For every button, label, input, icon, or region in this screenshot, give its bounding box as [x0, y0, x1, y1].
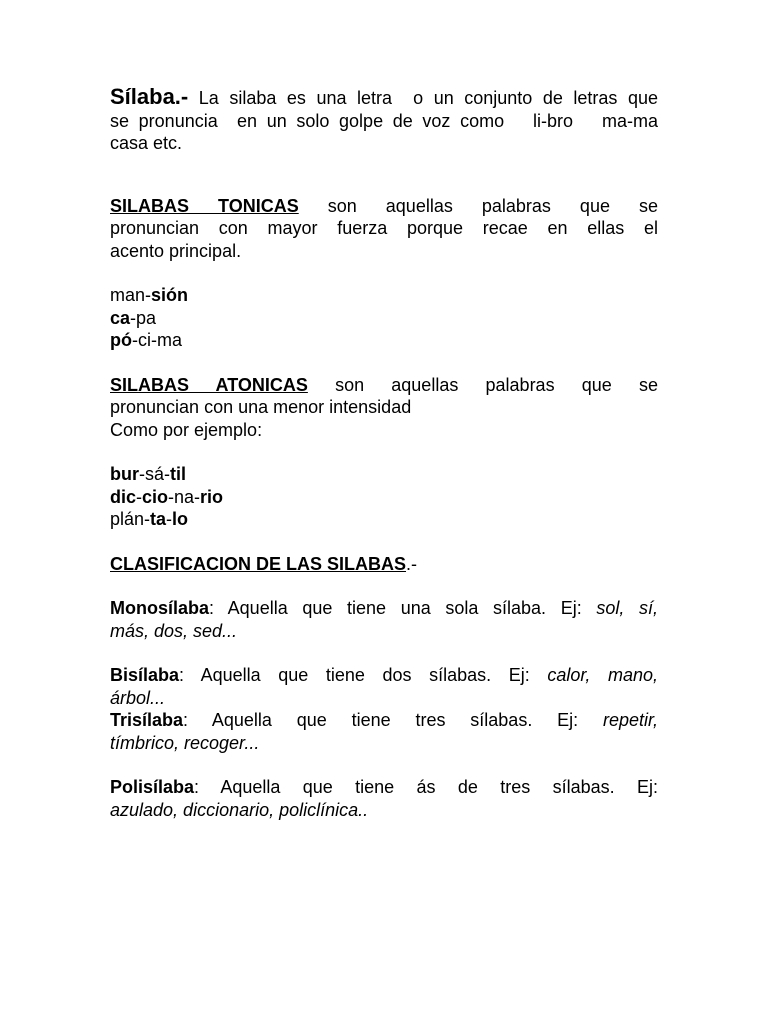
tri-text: : Aquella que tiene tres sílabas. Ej: — [183, 710, 603, 730]
syllable: plán- — [110, 509, 151, 529]
tri-examples-2: tímbrico, recoger... — [110, 732, 260, 753]
bi-line-1 — [110, 664, 658, 687]
bi-line-2 — [110, 687, 658, 710]
syllable: -pa — [130, 307, 157, 328]
mono-examples-2: más, dos, sed... — [110, 620, 238, 641]
spacer — [110, 754, 658, 776]
clasificacion-line — [110, 553, 658, 576]
spacer — [110, 531, 658, 553]
tri-line-2 — [110, 732, 658, 755]
syllable: -na- — [168, 486, 201, 507]
tonicas-def-1: son aquellas palabras que se — [298, 195, 659, 216]
syllable: dic — [110, 486, 137, 507]
mono-term: Monosílaba — [110, 598, 210, 618]
poli-examples: azulado, diccionario, policlínica.. — [110, 799, 369, 820]
spacer — [110, 155, 658, 195]
tonicas-heading: SILABAS TONICAS — [110, 195, 299, 216]
tonicas-example-3 — [110, 329, 658, 352]
atonicas-example-3 — [110, 508, 658, 531]
spacer — [110, 642, 658, 664]
tri-examples-1: repetir, — [602, 710, 658, 730]
bi-term: Bisílaba — [110, 665, 180, 685]
intro-line-2: se pronuncia en un solo golpe de voz como li-bro ma-ma — [110, 110, 658, 131]
document-body — [110, 86, 658, 821]
page-title: Sílaba.- — [110, 84, 189, 109]
bi-examples-1: calor, mano, — [547, 665, 658, 685]
syllable: ta — [150, 509, 167, 529]
poli-line-2 — [110, 799, 658, 822]
tonicas-example-2 — [110, 307, 658, 330]
atonicas-def-2: pronuncian con una menor intensidad — [110, 397, 412, 417]
poli-line-1 — [110, 776, 658, 799]
mono-line-2 — [110, 620, 658, 643]
tonicas-def-2: pronuncian con mayor fuerza porque recae en ellas el — [110, 218, 658, 238]
syllable: lo — [172, 509, 189, 529]
tonicas-line-1 — [110, 195, 658, 218]
bi-examples-2: árbol... — [110, 687, 166, 708]
spacer — [110, 262, 658, 284]
tri-line-1 — [110, 709, 658, 732]
intro-line-1 — [110, 86, 658, 110]
atonicas-example-1 — [110, 463, 658, 486]
mono-text: : Aquella que tiene una sola sílaba. Ej: — [209, 598, 597, 618]
poli-text: : Aquella que tiene ás de tres sílabas. Ej: — [194, 777, 658, 797]
tri-term: Trisílaba — [110, 710, 184, 730]
intro-line-3: casa etc. — [110, 133, 183, 153]
stressed-syllable: ca — [110, 307, 131, 328]
spacer — [110, 441, 658, 463]
mono-examples-1: sol, sí, — [596, 598, 659, 618]
syllable: man- — [110, 285, 152, 305]
clasificacion-suffix: .- — [406, 553, 418, 574]
tonicas-example-1 — [110, 284, 658, 307]
spacer — [110, 352, 658, 374]
syllable: - — [166, 509, 173, 529]
poli-term: Polisílaba — [110, 777, 195, 797]
atonicas-def-1: son aquellas palabras que se — [307, 374, 658, 395]
clasificacion-heading: CLASIFICACION DE LAS SILABAS — [110, 553, 407, 574]
bi-text: : Aquella que tiene dos sílabas. Ej: — [179, 665, 548, 685]
intro-text-1: La silaba es una letra o un conjunto de letras que — [188, 88, 658, 108]
stressed-syllable: pó — [110, 330, 132, 350]
atonicas-line-1 — [110, 374, 658, 397]
stressed-syllable: sión — [151, 285, 189, 305]
syllable: -sá- — [139, 464, 170, 484]
syllable: rio — [200, 486, 224, 507]
tonicas-def-3: acento principal. — [110, 240, 242, 261]
syllable: bur — [110, 464, 139, 484]
mono-line-1 — [110, 597, 658, 620]
atonicas-example-2 — [110, 486, 658, 509]
atonicas-def-3: Como por ejemplo: — [110, 419, 263, 440]
syllable: til — [170, 464, 186, 484]
syllable: cio — [142, 486, 169, 507]
atonicas-heading: SILABAS ATONICAS — [110, 374, 308, 395]
syllable: - — [136, 486, 143, 507]
syllable: -ci-ma — [132, 330, 182, 350]
spacer — [110, 575, 658, 597]
